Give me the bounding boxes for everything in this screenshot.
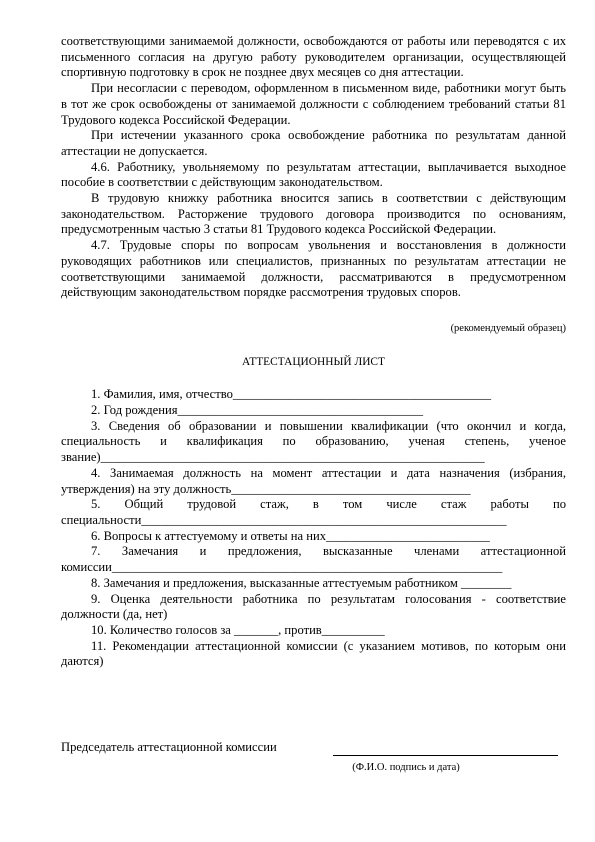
form-item-full-name: 1. Фамилия, имя, отчество_________________________________________ bbox=[91, 387, 492, 402]
form-item-commission-remarks: 7. Замечания и предложения, высказанные членами аттестационной комиссии______________________________________________________________ bbox=[61, 544, 566, 575]
chairman-label: Председатель аттестационной комиссии bbox=[61, 740, 277, 754]
form-item-evaluation: 9. Оценка деятельности работника по результатам голосования - соответствие должности (да, нет) bbox=[61, 591, 566, 622]
document-page bbox=[61, 34, 566, 773]
form-item-employee-remarks: 8. Замечания и предложения, высказанные аттестуемым работником ________ bbox=[91, 575, 512, 590]
form-item-vote-count: 10. Количество голосов за _______, против__________ bbox=[91, 622, 385, 637]
form-item-work-experience: 5. Общий трудовой стаж, в том числе стаж работы по специальности__________________________________________________________ bbox=[61, 497, 566, 527]
paragraph-release-from-work: соответствующими занимаемой должности, освобождаются от работы или переводятся с их письменного согласия на другую работу руководителем организации, осуществляющей спортивную подготовку в срок не позднее двух месяцев со дня аттестации. bbox=[61, 34, 566, 80]
paragraph-4-6-severance: 4.6. Работнику, увольняемому по результатам аттестации, выплачивается выходное пособие в соответствии с действующим законодательством. bbox=[61, 159, 566, 190]
form-item-recommendations: 11. Рекомендации аттестационной комиссии (с указанием мотивов, по которым они даются) bbox=[61, 638, 566, 669]
paragraph-deadline-expiry: При истечении указанного срока освобождение работника по результатам данной аттестации не допускается. bbox=[61, 128, 566, 158]
signature-line bbox=[333, 755, 558, 756]
form-item-education: 3. Сведения об образовании и повышении квалификации (что окончил и когда, специальность и квалификация по образованию, ученая степень, ученое звание)_____________________________________________________________ bbox=[61, 418, 566, 465]
paragraph-disagreement-transfer: При несогласии с переводом, оформленном в письменном виде, работники могут быть в тот же срок освобождены от занимаемой должности с соблюдением требований статьи 81 Трудового кодекса Российской Федерации. bbox=[61, 81, 566, 127]
sheet-title: АТТЕСТАЦИОННЫЙ ЛИСТ bbox=[242, 355, 385, 368]
form-item-current-position: 4. Занимаемая должность на момент аттестации и дата назначения (избрания, утверждения) на эту должность______________________________________ bbox=[61, 465, 566, 496]
form-item-questions-answers: 6. Вопросы к аттестуемому и ответы на них__________________________ bbox=[91, 528, 490, 543]
signature-caption: (Ф.И.О. подпись и дата) bbox=[352, 762, 460, 773]
paragraph-work-record-entry: В трудовую книжку работника вносится запись в соответствии с действующим законодательством. Расторжение трудового договора производится по основаниям, предусмотренным частью 3 статьи 81 Трудового кодекса Российской Федерации. bbox=[61, 191, 566, 237]
sample-note: (рекомендуемый образец) bbox=[450, 322, 566, 334]
paragraph-4-7-labor-disputes: 4.7. Трудовые споры по вопросам увольнения и восстановления в должности руководящих работников или специалистов, признанных по результатам аттестации не соответствующими занимаемой должности, рассматриваются в предусмотренном действующим законодательством порядке рассмотрения трудовых споров. bbox=[61, 238, 566, 300]
form-item-birth-year: 2. Год рождения_______________________________________ bbox=[91, 403, 424, 418]
chairman-signature-block bbox=[61, 740, 566, 773]
